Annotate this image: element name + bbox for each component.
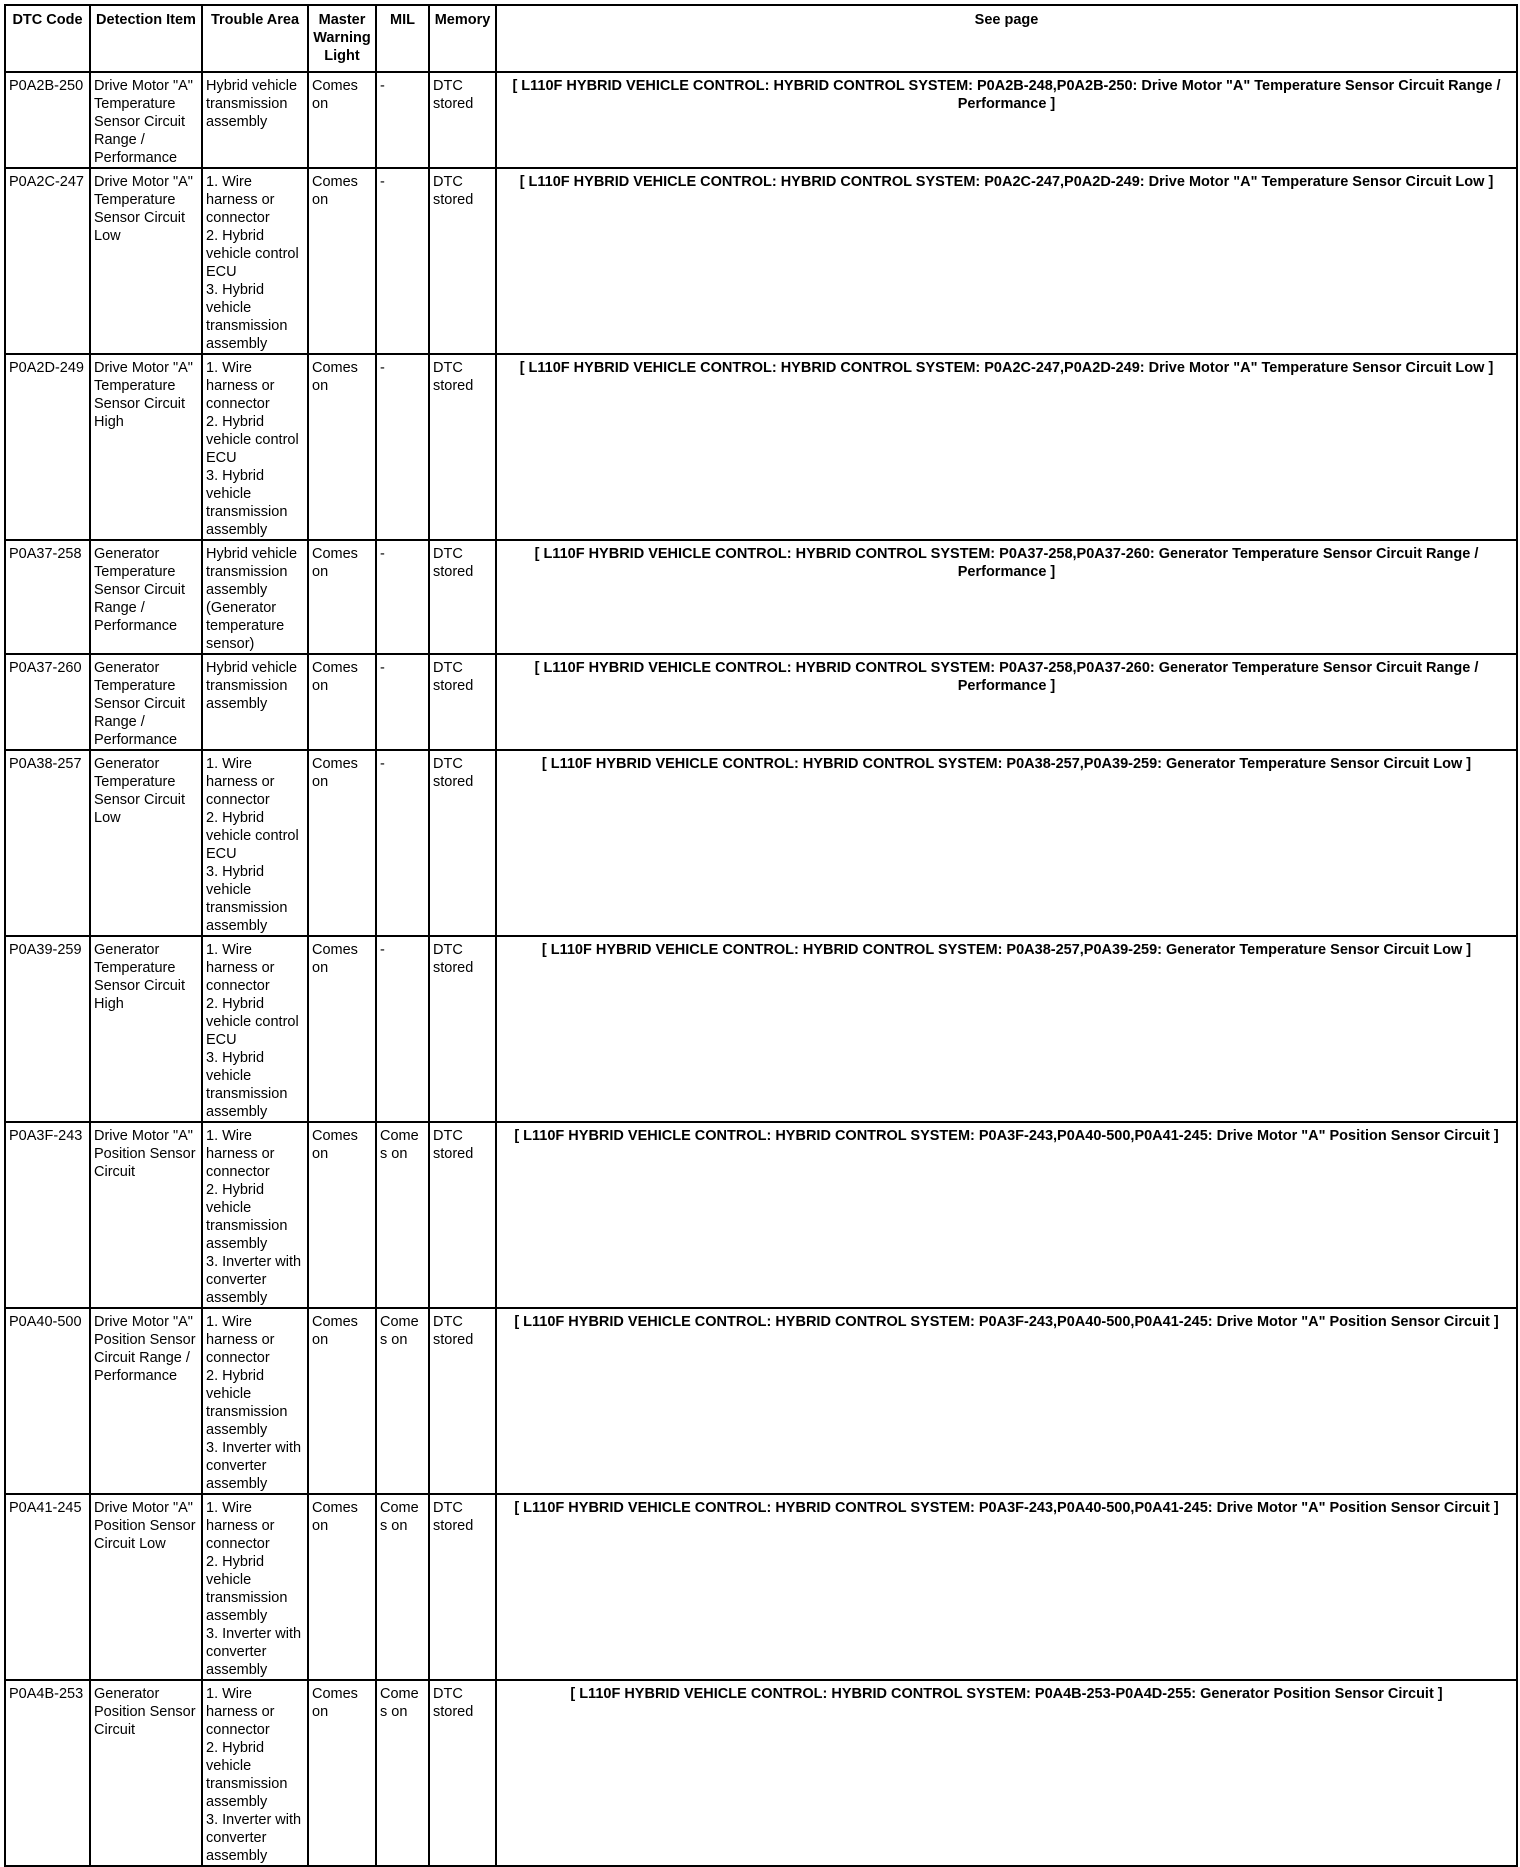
table-row [5, 72, 1517, 168]
master-warning-cell: Comes on [308, 936, 376, 1122]
table-row [5, 1308, 1517, 1494]
trouble-area-cell: Hybrid vehicle transmission assembly (Generator temperature sensor) [202, 540, 308, 654]
mil-cell: Comes on [376, 1122, 429, 1308]
mil-cell: Comes on [376, 1680, 429, 1866]
trouble-area-line: 3. Hybrid vehicle transmission assembly [206, 864, 288, 934]
table-row [5, 1494, 1517, 1680]
detection-item-cell: Drive Motor "A" Position Sensor Circuit [90, 1122, 202, 1308]
table-row [5, 654, 1517, 750]
dtc-code-cell: P0A2C-247 [5, 168, 90, 354]
detection-item-cell: Generator Temperature Sensor Circuit Range / Performance [90, 540, 202, 654]
trouble-area-cell [202, 1122, 308, 1308]
detection-item-cell: Generator Temperature Sensor Circuit High [90, 936, 202, 1122]
master-warning-cell: Comes on [308, 750, 376, 936]
memory-cell: DTC stored [429, 750, 496, 936]
detection-item-cell: Generator Temperature Sensor Circuit Low [90, 750, 202, 936]
table-row [5, 750, 1517, 936]
dtc-code-cell: P0A2D-249 [5, 354, 90, 540]
dtc-code-cell: P0A3F-243 [5, 1122, 90, 1308]
trouble-area-cell [202, 1308, 308, 1494]
memory-cell: DTC stored [429, 1680, 496, 1866]
detection-item-cell: Drive Motor "A" Temperature Sensor Circuit High [90, 354, 202, 540]
memory-cell: DTC stored [429, 1494, 496, 1680]
see-page-link[interactable]: [ L110F HYBRID VEHICLE CONTROL: HYBRID CONTROL SYSTEM: P0A2B-248,P0A2B-250: Drive Motor "A" Temperature Sensor Circuit Range / Performance ] [496, 72, 1517, 168]
see-page-link[interactable]: [ L110F HYBRID VEHICLE CONTROL: HYBRID CONTROL SYSTEM: P0A2C-247,P0A2D-249: Drive Motor "A" Temperature Sensor Circuit Low ] [496, 168, 1517, 354]
mil-cell: - [376, 936, 429, 1122]
trouble-area-line: 3. Hybrid vehicle transmission assembly [206, 282, 288, 352]
dtc-code-cell: P0A2B-250 [5, 72, 90, 168]
table-row [5, 936, 1517, 1122]
trouble-area-cell [202, 168, 308, 354]
trouble-area-cell [202, 1494, 308, 1680]
table-row [5, 168, 1517, 354]
table-header-row [5, 5, 1517, 72]
memory-cell: DTC stored [429, 540, 496, 654]
dtc-code-cell: P0A37-260 [5, 654, 90, 750]
trouble-area-cell [202, 354, 308, 540]
trouble-area-line: 2. Hybrid vehicle transmission assembly [206, 1740, 288, 1810]
mil-cell: - [376, 168, 429, 354]
trouble-area-cell: Hybrid vehicle transmission assembly [202, 654, 308, 750]
see-page-link[interactable]: [ L110F HYBRID VEHICLE CONTROL: HYBRID CONTROL SYSTEM: P0A3F-243,P0A40-500,P0A41-245: Drive Motor "A" Position Sensor Circuit ] [496, 1308, 1517, 1494]
see-page-link[interactable]: [ L110F HYBRID VEHICLE CONTROL: HYBRID CONTROL SYSTEM: P0A3F-243,P0A40-500,P0A41-245: Drive Motor "A" Position Sensor Circuit ] [496, 1494, 1517, 1680]
header-see-page: See page [496, 5, 1517, 72]
dtc-code-cell: P0A37-258 [5, 540, 90, 654]
dtc-table-container [4, 4, 1518, 1867]
trouble-area-line: 2. Hybrid vehicle control ECU [206, 810, 299, 862]
trouble-area-line: 3. Inverter with converter assembly [206, 1440, 302, 1492]
master-warning-cell: Comes on [308, 1308, 376, 1494]
detection-item-cell: Generator Temperature Sensor Circuit Range / Performance [90, 654, 202, 750]
trouble-area-line: 2. Hybrid vehicle transmission assembly [206, 1368, 288, 1438]
trouble-area-line: 1. Wire harness or connector [206, 1500, 275, 1552]
table-row [5, 354, 1517, 540]
master-warning-cell: Comes on [308, 1122, 376, 1308]
see-page-link[interactable]: [ L110F HYBRID VEHICLE CONTROL: HYBRID CONTROL SYSTEM: P0A37-258,P0A37-260: Generator Temperature Sensor Circuit Range / Performance ] [496, 540, 1517, 654]
dtc-table [4, 4, 1518, 1867]
trouble-area-line: 1. Wire harness or connector [206, 360, 275, 412]
memory-cell: DTC stored [429, 168, 496, 354]
dtc-code-cell: P0A41-245 [5, 1494, 90, 1680]
dtc-code-cell: P0A40-500 [5, 1308, 90, 1494]
header-master-warning-light: Master Warning Light [308, 5, 376, 72]
memory-cell: DTC stored [429, 354, 496, 540]
master-warning-cell: Comes on [308, 72, 376, 168]
mil-cell: Comes on [376, 1494, 429, 1680]
memory-cell: DTC stored [429, 1308, 496, 1494]
trouble-area-line: 2. Hybrid vehicle control ECU [206, 414, 299, 466]
mil-cell: - [376, 540, 429, 654]
memory-cell: DTC stored [429, 936, 496, 1122]
trouble-area-line: 1. Wire harness or connector [206, 1686, 275, 1738]
see-page-link[interactable]: [ L110F HYBRID VEHICLE CONTROL: HYBRID CONTROL SYSTEM: P0A37-258,P0A37-260: Generator Temperature Sensor Circuit Range / Performance ] [496, 654, 1517, 750]
trouble-area-line: 2. Hybrid vehicle transmission assembly [206, 1182, 288, 1252]
mil-cell: - [376, 354, 429, 540]
trouble-area-line: 3. Hybrid vehicle transmission assembly [206, 468, 288, 538]
mil-cell: - [376, 72, 429, 168]
trouble-area-line: 1. Wire harness or connector [206, 174, 275, 226]
trouble-area-line: 2. Hybrid vehicle control ECU [206, 996, 299, 1048]
trouble-area-cell [202, 1680, 308, 1866]
master-warning-cell: Comes on [308, 1680, 376, 1866]
trouble-area-line: 3. Inverter with converter assembly [206, 1254, 302, 1306]
trouble-area-line: 3. Inverter with converter assembly [206, 1626, 302, 1678]
header-mil: MIL [376, 5, 429, 72]
trouble-area-cell: Hybrid vehicle transmission assembly [202, 72, 308, 168]
detection-item-cell: Generator Position Sensor Circuit [90, 1680, 202, 1866]
see-page-link[interactable]: [ L110F HYBRID VEHICLE CONTROL: HYBRID CONTROL SYSTEM: P0A3F-243,P0A40-500,P0A41-245: Drive Motor "A" Position Sensor Circuit ] [496, 1122, 1517, 1308]
see-page-link[interactable]: [ L110F HYBRID VEHICLE CONTROL: HYBRID CONTROL SYSTEM: P0A2C-247,P0A2D-249: Drive Motor "A" Temperature Sensor Circuit Low ] [496, 354, 1517, 540]
see-page-link[interactable]: [ L110F HYBRID VEHICLE CONTROL: HYBRID CONTROL SYSTEM: P0A4B-253-P0A4D-255: Generator Position Sensor Circuit ] [496, 1680, 1517, 1866]
memory-cell: DTC stored [429, 72, 496, 168]
table-row [5, 540, 1517, 654]
master-warning-cell: Comes on [308, 540, 376, 654]
dtc-code-cell: P0A38-257 [5, 750, 90, 936]
mil-cell: - [376, 750, 429, 936]
header-detection-item: Detection Item [90, 5, 202, 72]
memory-cell: DTC stored [429, 1122, 496, 1308]
detection-item-cell: Drive Motor "A" Position Sensor Circuit Low [90, 1494, 202, 1680]
mil-cell: Comes on [376, 1308, 429, 1494]
master-warning-cell: Comes on [308, 1494, 376, 1680]
header-trouble-area: Trouble Area [202, 5, 308, 72]
trouble-area-line: 1. Wire harness or connector [206, 942, 275, 994]
trouble-area-cell [202, 936, 308, 1122]
header-dtc-code: DTC Code [5, 5, 90, 72]
dtc-code-cell: P0A39-259 [5, 936, 90, 1122]
trouble-area-cell [202, 750, 308, 936]
detection-item-cell: Drive Motor "A" Temperature Sensor Circuit Low [90, 168, 202, 354]
master-warning-cell: Comes on [308, 654, 376, 750]
trouble-area-line: 2. Hybrid vehicle control ECU [206, 228, 299, 280]
trouble-area-line: 1. Wire harness or connector [206, 1128, 275, 1180]
trouble-area-line: 1. Wire harness or connector [206, 756, 275, 808]
see-page-link[interactable]: [ L110F HYBRID VEHICLE CONTROL: HYBRID CONTROL SYSTEM: P0A38-257,P0A39-259: Generator Temperature Sensor Circuit Low ] [496, 750, 1517, 936]
detection-item-cell: Drive Motor "A" Temperature Sensor Circuit Range / Performance [90, 72, 202, 168]
trouble-area-line: 3. Hybrid vehicle transmission assembly [206, 1050, 288, 1120]
header-memory: Memory [429, 5, 496, 72]
mil-cell: - [376, 654, 429, 750]
table-row [5, 1680, 1517, 1866]
table-row [5, 1122, 1517, 1308]
dtc-code-cell: P0A4B-253 [5, 1680, 90, 1866]
trouble-area-line: 3. Inverter with converter assembly [206, 1812, 302, 1864]
master-warning-cell: Comes on [308, 354, 376, 540]
trouble-area-line: 2. Hybrid vehicle transmission assembly [206, 1554, 288, 1624]
master-warning-cell: Comes on [308, 168, 376, 354]
detection-item-cell: Drive Motor "A" Position Sensor Circuit Range / Performance [90, 1308, 202, 1494]
memory-cell: DTC stored [429, 654, 496, 750]
see-page-link[interactable]: [ L110F HYBRID VEHICLE CONTROL: HYBRID CONTROL SYSTEM: P0A38-257,P0A39-259: Generator Temperature Sensor Circuit Low ] [496, 936, 1517, 1122]
trouble-area-line: 1. Wire harness or connector [206, 1314, 275, 1366]
